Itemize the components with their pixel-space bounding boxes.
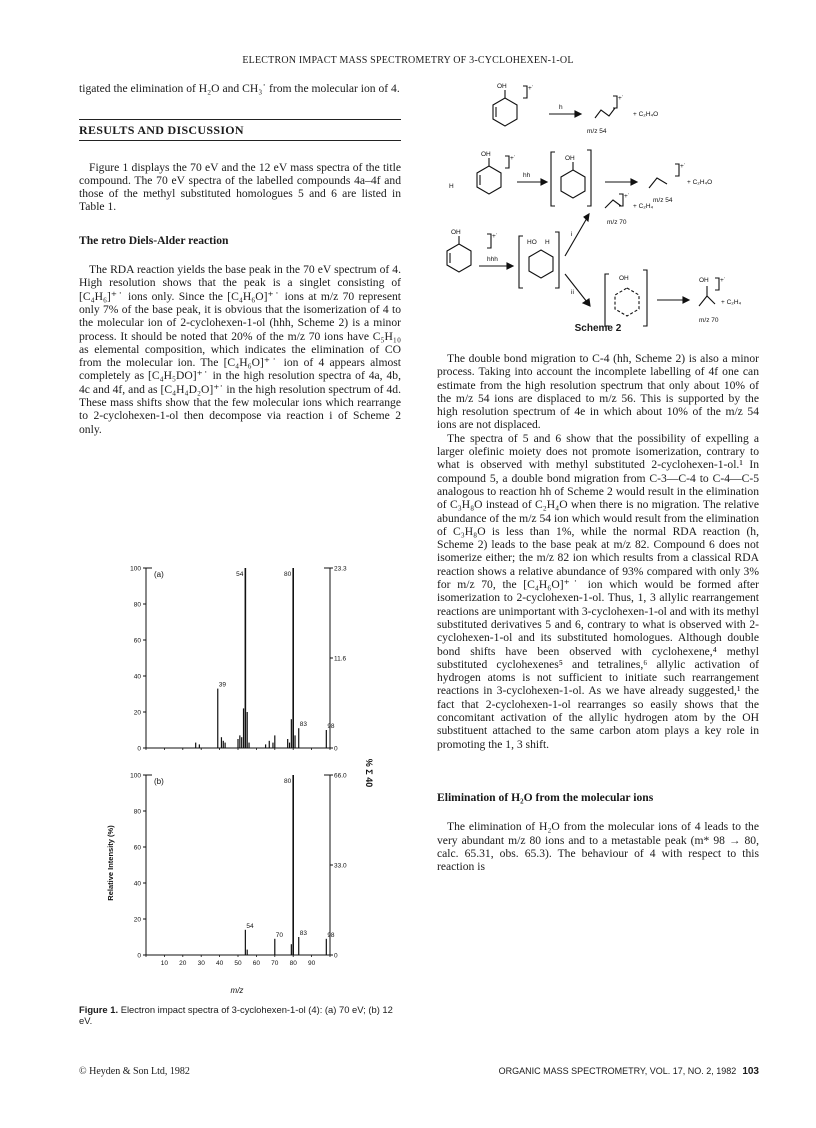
radcat-label-4: +˙ bbox=[680, 163, 686, 170]
enol-fragment-2 bbox=[699, 296, 715, 306]
c2h4-label-1: + C₂H₄ bbox=[633, 203, 654, 210]
y-axis-label: Relative Intensity (%) bbox=[106, 825, 115, 901]
scheme-2-diagram bbox=[437, 78, 767, 343]
paragraph-figure-description: Figure 1 displays the 70 eV and the 12 eV mass spectra of the title compound. The 70 eV spectra of the labelled compounds 4a–4f and those of the methyl substituted homologues 5 and 6 are listed in Table 1. bbox=[79, 160, 401, 214]
paragraph-double-bond: The double bond migration to C-4 (hh, Scheme 2) is also a minor process. Taking into account the incomplete labelling of 4f one can estimate from the high resolution spectrum that only about 10% of the m/z 54 ions are displaced to m/z 56. This is supported by the high resolution spectrum of 4e in which about 10% of the m/z 54 ions are not displaced. bbox=[437, 352, 759, 432]
arrow-ii-label: ii bbox=[571, 289, 574, 296]
panel-0-ytick-label-20: 20 bbox=[133, 709, 141, 717]
enol-fragment bbox=[605, 200, 621, 208]
mz54-label-2: m/z 54 bbox=[653, 197, 673, 204]
panel-1-ytick-label-20: 20 bbox=[133, 916, 141, 924]
panel-0-ytick-label-100: 100 bbox=[130, 565, 141, 573]
copyright-line: © Heyden & Son Ltd, 1982 bbox=[79, 1066, 190, 1077]
panel-1-xtick-label-80: 80 bbox=[289, 960, 297, 967]
butadiene-2 bbox=[649, 178, 667, 188]
panel-0-title: (a) bbox=[154, 570, 164, 579]
oh-label-5: OH bbox=[619, 275, 629, 282]
radcat-label-7: +˙ bbox=[720, 277, 726, 284]
radcat-label-6: +˙ bbox=[624, 193, 630, 200]
panel-1-rtick-label-0: 66.0 bbox=[334, 772, 347, 780]
radcat-label-3: +˙ bbox=[510, 155, 516, 162]
oh-label-6: OH bbox=[699, 277, 709, 284]
x-axis-label: m/z bbox=[230, 986, 244, 995]
paragraph-h2o-elimination: The elimination of H₂O from the molecular ions of 4 leads to the very abundant m/z 80 ions and to a metastable peak (m* 98 → 80, calc. 65.31, obs. 65.3). The behaviour of 4 with respect to this reaction is bbox=[437, 820, 759, 874]
arrow-hh-label: hh bbox=[523, 172, 531, 179]
panel-0-rtick-label-1: 11.6 bbox=[334, 655, 347, 663]
figure-caption bbox=[79, 1004, 401, 1026]
panel-1-rtick-label-1: 33.0 bbox=[334, 862, 347, 870]
peak-label-0-mz-80: 80 bbox=[283, 571, 292, 578]
panel-1-xtick-label-90: 90 bbox=[307, 960, 316, 967]
panel-0-rtick-label-0: 23.3 bbox=[334, 565, 347, 573]
cyclohexenol-ring-2 bbox=[477, 166, 501, 194]
peak-label-0-mz-83: 83 bbox=[299, 721, 307, 729]
peak-label-1-mz-98: 98 bbox=[327, 931, 335, 939]
paragraph-spectra-5-6: The spectra of 5 and 6 show that the possibility of expelling a larger olefinic moiety does not promote isomerization, contrary to what is observed with methyl substituted 2-cyclohexen-1-ol.¹ In compound 5, a double bond migration from C-3—C-4 to C-4—C-5 analogous to reaction hh of Scheme 2 would result in the elimination of C₃H₈O instead of C₂H₄O when there is no migration. The relative abundance of the m/z 54 ion which would result from the elimination of C₃H₈O is less than 1%, while the normal RDA reaction (h, Scheme 2) leads to the base peak at m/z 82. Compound 6 does not isomerize either; the m/z 82 ion which results from a classical RDA reaction shows a relative abundance of 93% compared with only 3% for m/z 70, the [C₄H₆O]⁺˙ ion which would be formed after isomerization to 2-cyclohexen-1-ol. Thus, 1, 3 allylic rearrangement reactions are unimportant with 3-cyclohexen-1-ol and with its methyl substituted derivatives 5 and 6, contrary to what is observed with 2-cyclohexen-1-ol and its substituted homologues. Although double bond shifts have been observed with cyclohexene,⁴ methyl substituted cyclohexenes⁵ and tetralines,⁶ allylic activation of hydrogen atoms is not sufficient to initiate such rearrangement reactions in 3-cyclohexen-1-ol. As we have already suggested,¹ the fact that 2-cyclohexen-1-ol rearranges so easily shows that the concomitant activation of the allylic hydrogen atom by the OH substituent attached to the same carbon atom plays a key role in promoting the 1, 3 shift. bbox=[437, 431, 759, 751]
arrow-ii bbox=[565, 274, 587, 302]
left-column bbox=[79, 82, 401, 436]
panel-1-ytick-label-0: 0 bbox=[137, 952, 141, 960]
panel-1-ytick-label-80: 80 bbox=[133, 808, 141, 816]
ho-label: HO bbox=[527, 239, 537, 246]
running-title: ELECTRON IMPACT MASS SPECTROMETRY OF 3-CYCLOHEXEN-1-OL bbox=[242, 55, 574, 66]
cyclohexenol-ring bbox=[493, 98, 517, 126]
figure-1-spectra bbox=[104, 563, 394, 1003]
panel-1-xtick-label-20: 20 bbox=[179, 960, 187, 967]
oh-label-2: OH bbox=[481, 151, 491, 158]
peak-label-1-mz-80: 80 bbox=[283, 778, 292, 785]
page-number: 103 bbox=[742, 1066, 759, 1077]
peak-label-0-mz-54: 54 bbox=[236, 571, 244, 578]
panel-1-xtick-label-50: 50 bbox=[234, 960, 242, 967]
subsection-h2o: Elimination of H₂O from the molecular ions bbox=[437, 790, 654, 804]
c2h4o-label-2: + C₂H₄O bbox=[687, 179, 713, 186]
oh-label-1: OH bbox=[497, 83, 507, 90]
panel-1-title: (b) bbox=[154, 777, 164, 786]
peak-label-1-mz-83: 83 bbox=[299, 930, 307, 937]
oh-label-4: OH bbox=[451, 229, 461, 236]
panel-1-ytick-label-60: 60 bbox=[133, 844, 141, 852]
mz54-label-1: m/z 54 bbox=[587, 128, 607, 135]
c2h4-label-2: + C₂H₄ bbox=[721, 299, 742, 306]
peak-label-0-mz-98: 98 bbox=[327, 723, 335, 730]
panel-1-xtick-label-60: 60 bbox=[252, 960, 261, 967]
mz70-label-2: m/z 70 bbox=[699, 317, 719, 324]
intro-paragraph: tigated the elimination of H₂O and CH₃˙ from the molecular ion of 4. bbox=[79, 82, 400, 95]
journal-name: ORGANIC MASS SPECTROMETRY, VOL. 17, NO. 2, 1982 bbox=[498, 1066, 737, 1076]
section-title: RESULTS AND DISCUSSION bbox=[79, 119, 401, 140]
radcat-label-2: +˙ bbox=[618, 95, 624, 102]
panel-1-ytick-label-40: 40 bbox=[133, 880, 141, 888]
paragraph-rda: The RDA reaction yields the base peak in the 70 eV spectrum of 4. High resolution shows that the peak is a singlet consisting of [C₄H₆]⁺˙ ions only. Since the [C₄H₆O]⁺˙ ions at m/z 70 represent only 7% of the base peak, it is obvious that the isomerization of 4 to the molecular ion of 2-cyclohexen-1-ol (hhh, Scheme 2) is a minor process. It should be noted that 20% of the m/z 70 ions have C₅H₁₀ as elemental composition, which indicates the elimination of CO from the molecular ion. The [C₄H₆O]⁺˙ ion of 4 appears almost completely as [C₄H₅DO]⁺˙ in the high resolution spectra of 4a, 4b, 4c and 4f, and as [C₄H₄D₂O]⁺˙ in the high resolution spectrum of 4d. These mass shifts show that the few molecular ions which rearrange to 2-cyclohexen-1-ol then decompose via reaction i of Scheme 2 only. bbox=[79, 263, 401, 436]
peak-label-1-mz-70: 70 bbox=[275, 931, 284, 939]
panel-1-xtick-label-70: 70 bbox=[271, 960, 279, 967]
cyclohexenol-ring-3 bbox=[447, 244, 471, 272]
h-label-1: H bbox=[449, 183, 454, 190]
oh-label-3: OH bbox=[565, 155, 575, 162]
journal-line bbox=[499, 1066, 759, 1077]
panel-1-ytick-label-100: 100 bbox=[130, 772, 141, 780]
arrow-i bbox=[565, 218, 587, 256]
h-label-2: H bbox=[545, 239, 550, 246]
panel-0-ytick-label-60: 60 bbox=[133, 637, 141, 645]
panel-0-ytick-label-0: 0 bbox=[137, 745, 141, 753]
panel-0-rtick-label-2: 0 bbox=[334, 745, 338, 753]
arrow-i-label: i bbox=[571, 231, 573, 238]
radcat-label-5: +˙ bbox=[492, 233, 498, 240]
figure-caption-text: Electron impact spectra of 3-cyclohexen-1-ol (4): (a) 70 eV; (b) 12 eV. bbox=[79, 1004, 393, 1026]
c2h4o-label-1: + C₂H₄O bbox=[633, 111, 659, 118]
figure-caption-label: Figure 1. bbox=[79, 1004, 119, 1015]
scheme-caption: Scheme 2 bbox=[574, 323, 622, 334]
peak-label-0-mz-39: 39 bbox=[218, 681, 226, 689]
subsection-rda: The retro Diels-Alder reaction bbox=[79, 233, 229, 247]
panel-1-rtick-label-2: 0 bbox=[334, 952, 338, 960]
right-axis-label: % Σ 40 bbox=[364, 758, 374, 788]
right-column bbox=[437, 352, 759, 873]
arrow-hhh-label: hhh bbox=[487, 256, 498, 263]
mz70-label-1: m/z 70 bbox=[607, 219, 627, 226]
panel-1-xtick-label-30: 30 bbox=[197, 960, 205, 967]
butadiene bbox=[595, 108, 615, 118]
radcat-label-1: +˙ bbox=[528, 85, 534, 92]
panel-1-xtick-label-40: 40 bbox=[215, 960, 224, 967]
peak-label-1-mz-54: 54 bbox=[246, 922, 254, 930]
arrow-h-label: h bbox=[559, 104, 563, 111]
panel-1-xtick-label-10: 10 bbox=[160, 960, 169, 967]
panel-0-ytick-label-40: 40 bbox=[133, 673, 141, 681]
panel-0-ytick-label-80: 80 bbox=[133, 601, 141, 609]
